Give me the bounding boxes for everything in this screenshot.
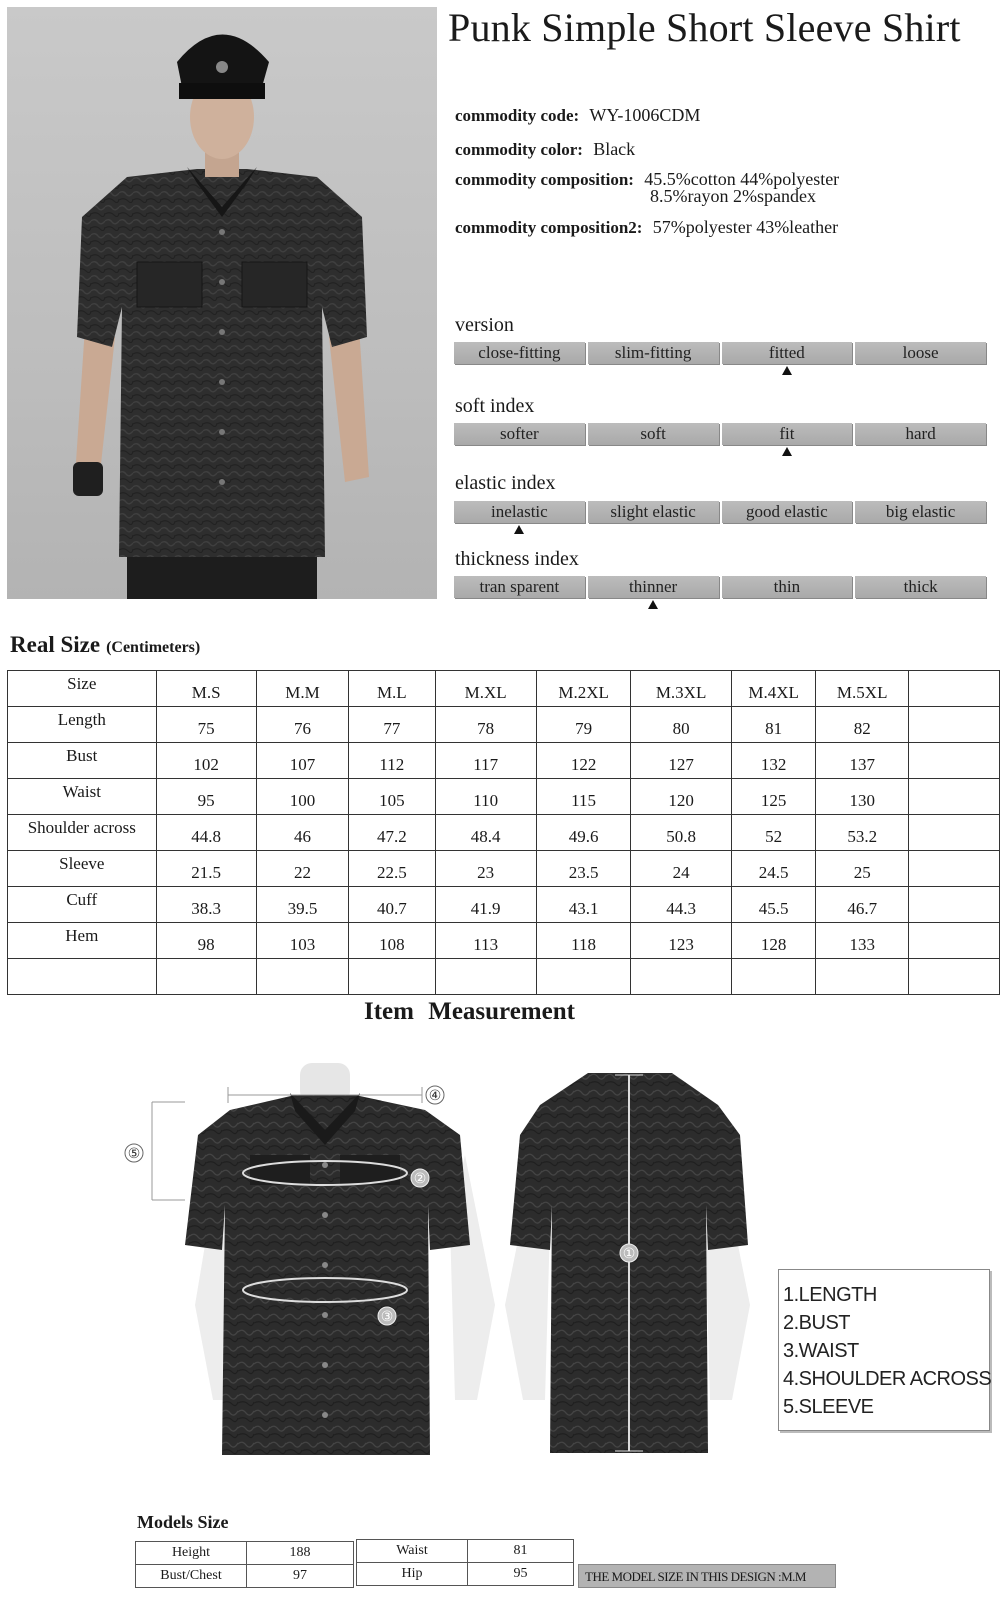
table-row xyxy=(136,1565,354,1588)
measurement-legend xyxy=(778,1269,990,1431)
table-row xyxy=(8,779,1000,815)
marker-5: ⑤ xyxy=(127,1146,141,1162)
table-cell: 46.7 xyxy=(816,887,909,923)
table-cell xyxy=(908,923,999,959)
models-size-table-right xyxy=(356,1539,574,1586)
thickness-index-option: tran sparent xyxy=(454,576,585,598)
table-cell: 113 xyxy=(435,923,536,959)
elastic-index-marker-icon xyxy=(514,525,524,534)
table-cell: 75 xyxy=(156,707,256,743)
table-cell: 23.5 xyxy=(536,851,631,887)
table-row xyxy=(136,1542,354,1565)
table-cell: 47.2 xyxy=(349,815,435,851)
measurement-row-label xyxy=(8,959,157,995)
table-cell: 108 xyxy=(349,923,435,959)
table-cell xyxy=(908,707,999,743)
product-title: Punk Simple Short Sleeve Shirt xyxy=(448,5,961,50)
thickness-index-option: thinner xyxy=(588,576,719,598)
soft-index-option: softer xyxy=(454,423,585,445)
table-cell: 22.5 xyxy=(349,851,435,887)
table-row xyxy=(8,851,1000,887)
table-cell: 115 xyxy=(536,779,631,815)
size-column-header: M.XL xyxy=(435,671,536,707)
table-row xyxy=(8,959,1000,995)
table-cell: 112 xyxy=(349,743,435,779)
table-row xyxy=(8,815,1000,851)
legend-item: 3.WAIST xyxy=(783,1340,859,1362)
legend-item: 4.SHOULDER ACROSS xyxy=(783,1368,992,1390)
size-table xyxy=(7,670,1000,995)
size-column-header: M.5XL xyxy=(816,671,909,707)
model-measure-value: 81 xyxy=(468,1540,574,1563)
thickness-index-option: thin xyxy=(722,576,853,598)
version-bar xyxy=(454,342,986,364)
commodity-color-label: commodity color: xyxy=(455,140,583,159)
model-measure-value: 95 xyxy=(468,1563,574,1586)
table-cell xyxy=(435,959,536,995)
commodity-code-label: commodity code: xyxy=(455,106,580,125)
table-cell: 133 xyxy=(816,923,909,959)
table-cell: 44.8 xyxy=(156,815,256,851)
table-cell: 53.2 xyxy=(816,815,909,851)
table-cell: 100 xyxy=(256,779,348,815)
elastic-index-option: big elastic xyxy=(855,501,986,523)
measurement-diagram xyxy=(110,1055,770,1475)
size-header-row xyxy=(8,671,1000,707)
commodity-composition2-label: commodity composition2: xyxy=(455,218,643,237)
real-size-unit: (Centimeters) xyxy=(106,639,201,656)
version-option: slim-fitting xyxy=(588,342,719,364)
elastic-index-option: inelastic xyxy=(454,501,585,523)
soft-index-option: fit xyxy=(722,423,853,445)
table-cell xyxy=(631,959,731,995)
table-cell xyxy=(536,959,631,995)
version-marker-icon xyxy=(782,366,792,375)
table-cell: 41.9 xyxy=(435,887,536,923)
table-cell: 127 xyxy=(631,743,731,779)
table-cell: 82 xyxy=(816,707,909,743)
item-measurement-title: Item Measurement xyxy=(364,998,575,1025)
thickness-index-title: thickness index xyxy=(455,548,579,570)
table-cell: 125 xyxy=(731,779,816,815)
model-measure-value: 188 xyxy=(247,1542,354,1565)
table-row xyxy=(357,1540,574,1563)
size-column-header: M.M xyxy=(256,671,348,707)
marker-1: ① xyxy=(622,1246,636,1262)
size-column-header xyxy=(908,671,999,707)
table-cell: 103 xyxy=(256,923,348,959)
back-shirt-drawing xyxy=(505,1073,750,1453)
thickness-index-option: thick xyxy=(855,576,986,598)
table-cell: 80 xyxy=(631,707,731,743)
table-cell: 76 xyxy=(256,707,348,743)
table-cell: 110 xyxy=(435,779,536,815)
table-cell: 77 xyxy=(349,707,435,743)
commodity-color-row xyxy=(455,139,635,160)
soft-index-option: soft xyxy=(588,423,719,445)
legend-item: 1.LENGTH xyxy=(783,1284,877,1306)
table-cell: 43.1 xyxy=(536,887,631,923)
table-cell: 24.5 xyxy=(731,851,816,887)
table-cell: 98 xyxy=(156,923,256,959)
table-cell xyxy=(908,815,999,851)
size-column-header: M.2XL xyxy=(536,671,631,707)
commodity-composition-line1: 45.5%cotton 44%polyester xyxy=(644,169,840,189)
table-cell: 123 xyxy=(631,923,731,959)
soft-index-bar xyxy=(454,423,986,445)
table-cell: 120 xyxy=(631,779,731,815)
measurement-row-label: Cuff xyxy=(8,887,157,923)
table-cell: 95 xyxy=(156,779,256,815)
table-cell: 107 xyxy=(256,743,348,779)
table-cell: 21.5 xyxy=(156,851,256,887)
product-photo xyxy=(7,7,437,599)
model-measure-label: Height xyxy=(136,1542,247,1565)
table-cell: 40.7 xyxy=(349,887,435,923)
table-cell: 44.3 xyxy=(631,887,731,923)
model-measure-value: 97 xyxy=(247,1565,354,1588)
table-cell xyxy=(156,959,256,995)
table-row xyxy=(8,707,1000,743)
model-size-note: THE MODEL SIZE IN THIS DESIGN :M.M xyxy=(578,1564,836,1588)
size-header-label: Size xyxy=(8,671,157,707)
table-cell xyxy=(349,959,435,995)
table-cell: 24 xyxy=(631,851,731,887)
thickness-index-bar xyxy=(454,576,986,598)
size-column-header: M.L xyxy=(349,671,435,707)
version-option: close-fitting xyxy=(454,342,585,364)
table-row xyxy=(357,1563,574,1586)
commodity-code-row xyxy=(455,105,700,126)
models-size-table-left xyxy=(135,1541,354,1588)
thickness-index-marker-icon xyxy=(648,600,658,609)
table-cell: 22 xyxy=(256,851,348,887)
size-column-header: M.S xyxy=(156,671,256,707)
soft-index-option: hard xyxy=(855,423,986,445)
table-cell: 118 xyxy=(536,923,631,959)
table-cell: 49.6 xyxy=(536,815,631,851)
table-cell xyxy=(256,959,348,995)
soft-index-marker-icon xyxy=(782,447,792,456)
measurement-row-label: Shoulder across xyxy=(8,815,157,851)
measurement-row-label: Waist xyxy=(8,779,157,815)
soft-index-title: soft index xyxy=(455,395,535,417)
commodity-composition-line2: 8.5%rayon 2%spandex xyxy=(650,186,816,206)
commodity-code-value: WY-1006CDM xyxy=(589,105,701,125)
table-cell: 23 xyxy=(435,851,536,887)
marker-2: ② xyxy=(413,1171,427,1187)
elastic-index-bar xyxy=(454,501,986,523)
table-cell: 128 xyxy=(731,923,816,959)
table-cell: 137 xyxy=(816,743,909,779)
table-cell xyxy=(908,779,999,815)
table-cell: 105 xyxy=(349,779,435,815)
model-measure-label: Bust/Chest xyxy=(136,1565,247,1588)
table-cell xyxy=(908,959,999,995)
elastic-index-title: elastic index xyxy=(455,472,556,494)
elastic-index-option: good elastic xyxy=(722,501,853,523)
commodity-composition2-row xyxy=(455,217,838,238)
table-cell: 132 xyxy=(731,743,816,779)
measurement-row-label: Sleeve xyxy=(8,851,157,887)
table-cell xyxy=(731,959,816,995)
table-cell xyxy=(908,887,999,923)
model-measure-label: Waist xyxy=(357,1540,468,1563)
marker-4: ④ xyxy=(428,1088,442,1104)
table-cell: 38.3 xyxy=(156,887,256,923)
size-column-header: M.4XL xyxy=(731,671,816,707)
real-size-title: Real Size xyxy=(10,632,101,657)
size-column-header: M.3XL xyxy=(631,671,731,707)
table-cell: 25 xyxy=(816,851,909,887)
marker-3: ③ xyxy=(380,1309,394,1325)
measurement-row-label: Bust xyxy=(8,743,157,779)
table-cell: 102 xyxy=(156,743,256,779)
commodity-composition-label: commodity composition: xyxy=(455,170,634,189)
table-cell: 79 xyxy=(536,707,631,743)
table-cell: 78 xyxy=(435,707,536,743)
table-row xyxy=(8,923,1000,959)
table-cell xyxy=(908,851,999,887)
version-option: fitted xyxy=(722,342,853,364)
commodity-color-value: Black xyxy=(593,139,636,159)
table-cell: 122 xyxy=(536,743,631,779)
table-row xyxy=(8,743,1000,779)
version-option: loose xyxy=(855,342,986,364)
legend-item: 5.SLEEVE xyxy=(783,1396,874,1418)
table-cell: 117 xyxy=(435,743,536,779)
measurement-row-label: Hem xyxy=(8,923,157,959)
table-row xyxy=(8,887,1000,923)
elastic-index-option: slight elastic xyxy=(588,501,719,523)
table-cell: 46 xyxy=(256,815,348,851)
table-cell: 48.4 xyxy=(435,815,536,851)
models-size-title: Models Size xyxy=(137,1512,229,1532)
table-cell xyxy=(908,743,999,779)
model-measure-label: Hip xyxy=(357,1563,468,1586)
table-cell: 50.8 xyxy=(631,815,731,851)
real-size-heading xyxy=(10,632,200,658)
table-cell: 39.5 xyxy=(256,887,348,923)
table-cell: 130 xyxy=(816,779,909,815)
table-cell xyxy=(816,959,909,995)
commodity-composition2-value: 57%polyester 43%leather xyxy=(652,217,839,237)
front-shirt-drawing xyxy=(152,1063,495,1455)
legend-item: 2.BUST xyxy=(783,1312,851,1334)
model-wearing-shirt-image xyxy=(7,7,437,599)
table-cell: 45.5 xyxy=(731,887,816,923)
table-cell: 52 xyxy=(731,815,816,851)
table-cell: 81 xyxy=(731,707,816,743)
measurement-row-label: Length xyxy=(8,707,157,743)
version-title: version xyxy=(455,314,514,336)
